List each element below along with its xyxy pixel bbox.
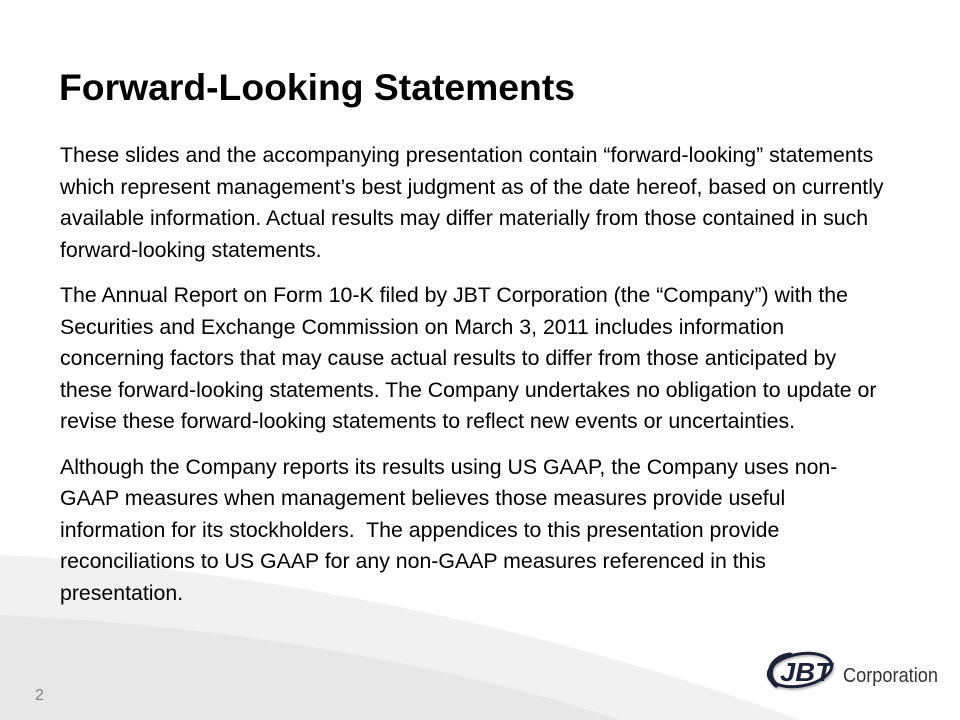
text-line: forward-looking statements. xyxy=(60,237,322,262)
text-line: reconciliations to US GAAP for any non-GAAP measures referenced in this xyxy=(60,549,766,573)
text-line: which represent management’s best judgment as of the date hereof, based on currently xyxy=(60,174,884,199)
text-line: These slides and the accompanying presentation contain “forward-looking” statements xyxy=(60,143,874,167)
text-line: concerning factors that may cause actual results to differ from those anticipated by xyxy=(60,346,837,370)
text-line: revise these forward-looking statements to reflect new events or uncertainties. xyxy=(60,409,796,433)
text-line: information for its stockholders. The appendices to this presentation provide xyxy=(60,517,780,542)
text-line: Securities and Exchange Commission on March 3, 2011 includes information xyxy=(60,314,785,339)
text-line: Although the Company reports its results using US GAAP, the Company uses non- xyxy=(60,454,838,479)
slide-body xyxy=(60,140,940,609)
text-line: presentation. xyxy=(60,580,184,605)
logo-mark-text: JBT xyxy=(780,657,835,687)
paragraph-forward-looking xyxy=(60,140,940,266)
logo-company-text: Corporation xyxy=(843,665,938,687)
page-number: 2 xyxy=(35,687,44,704)
slide-title: Forward-Looking Statements xyxy=(59,66,575,108)
text-line: these forward-looking statements. The Company undertakes no obligation to update or xyxy=(60,377,877,402)
paragraph-non-gaap xyxy=(60,452,940,610)
text-line: GAAP measures when management believes those measures provide useful xyxy=(60,486,786,510)
text-line: The Annual Report on Form 10-K filed by JBT Corporation (the “Company”) with the xyxy=(60,283,848,307)
jbt-corporation-logo xyxy=(760,640,950,700)
text-line: available information. Actual results may differ materially from those contained in such xyxy=(60,206,869,230)
paragraph-annual-report xyxy=(60,280,940,438)
